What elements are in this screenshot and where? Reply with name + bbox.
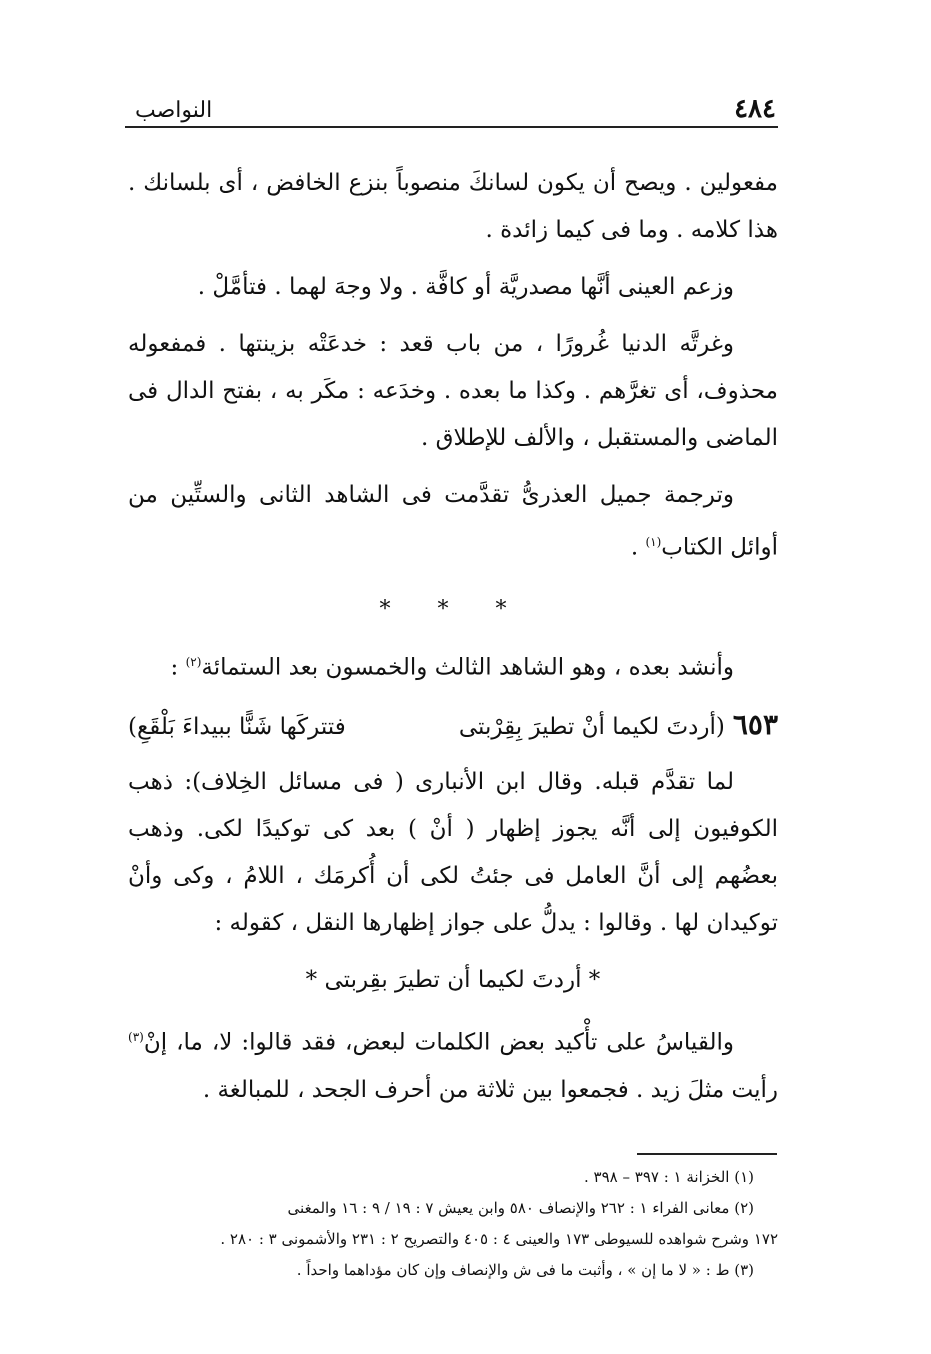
half-verse: * أردتَ لكيما أن تطيرَ بقِربتى *: [305, 967, 601, 994]
footnote-ref: (٢): [185, 654, 202, 669]
paragraph: وغرتَّه الدنيا غُرورًا ، من باب قعد : خدعَتْه بزينتها . فمفعوله محذوف، أى تغرَّهم . وكذا ما بعده . وخدَعه : مكَر به ، بفتح الدال فى الماضى والمستقبل ، والألف للإطلاق .: [128, 331, 778, 451]
paragraph: لما تقدَّم قبله. وقال ابن الأنبارى ( فى مسائل الخِلاف): ذهب الكوفيون إلى أنَّه يجوز إظهار ( أنْ ) بعد كى توكيدًا لكى. وذهب بعضُهم إلى أنَّ العامل فى جئتُ لكى أن أُكرمَك ، اللامُ ، وكى وأنْ توكيدان لها . وقالوا : يدلُّ على جواز إظهارها النقل ، كقوله :: [128, 769, 778, 937]
paragraph: [128, 1014, 778, 1114]
verse-hemistich-1: (أردتَ لكيما أنْ تطيرَ بِقِرْبتى: [458, 714, 725, 741]
paragraph: وزعم العينى أنَّها مصدريَّة أو كافَّة . ولا وجهَ لهما . فتأمَّلْ .: [197, 274, 734, 300]
main-text: [128, 160, 778, 1124]
paragraph: [128, 472, 778, 572]
page-number: ٤٨٤: [734, 94, 776, 124]
footnote-ref: (٣): [128, 1030, 144, 1045]
footnote-ref: (١): [645, 535, 662, 549]
paragraph-end: .: [630, 534, 639, 561]
section-separator: * * *: [379, 596, 527, 622]
page-header: [125, 96, 778, 128]
verse-intro-text: وأنشد بعده ، وهو الشاهد الثالث والخمسون بعد الستمائة: [201, 654, 734, 681]
verse-number: ٦٥٣: [732, 708, 778, 742]
verse-intro-colon: :: [170, 654, 179, 681]
poetry-verse: [128, 701, 778, 751]
verse-intro: [128, 639, 778, 692]
paragraph: مفعولين . ويصح أن يكون لسانكَ منصوباً بنزع الخافض ، أى بلسانك . هذا كلامه . وما فى كيما زائدة .: [128, 170, 778, 243]
paragraph-text: والقياسُ على تأْكيد بعض الكلمات لبعض، فقد قالوا: لا، ما، إنْ: [143, 1029, 734, 1056]
footnote: (٢) معانى الفراء ١ : ٢٦٢ والإنصاف ٥٨٠ وابن يعيش ٧ : ١٩ / ٩ : ١٦ والمغنى: [287, 1199, 754, 1217]
paragraph-text: رأيت مثلَ زيد . فجمعوا بين ثلاثة من أحرف الجحد ، للمبالغة .: [202, 1076, 778, 1103]
verse-hemistich-2: فتتركَها شَنًّا ببيداءَ بَلْقَعِ): [128, 714, 346, 741]
footnotes: [128, 1162, 778, 1286]
footnote: (١) الخزانة ١ : ٣٩٧ – ٣٩٨ .: [584, 1168, 754, 1186]
footnote: (٣) ط : « لا ما إن » ، وأثبت ما فى ش والإنصاف وإن كان مؤداهما واحداً .: [296, 1261, 754, 1279]
paragraph-text: وترجمة جميل العذرىُّ تقدَّمت فى الشاهد الثانى والستِّين من أوائل الكتاب: [128, 482, 778, 561]
footnote-divider: [637, 1153, 777, 1155]
chapter-title: النواصب: [135, 98, 213, 123]
footnote: ١٧٢ وشرح شواهده للسيوطى ١٧٣ والعينى ٤ : ٤٠٥ والتصريح ٢ : ٢٣١ والأشمونى ٣ : ٢٨٠ .: [220, 1230, 778, 1248]
